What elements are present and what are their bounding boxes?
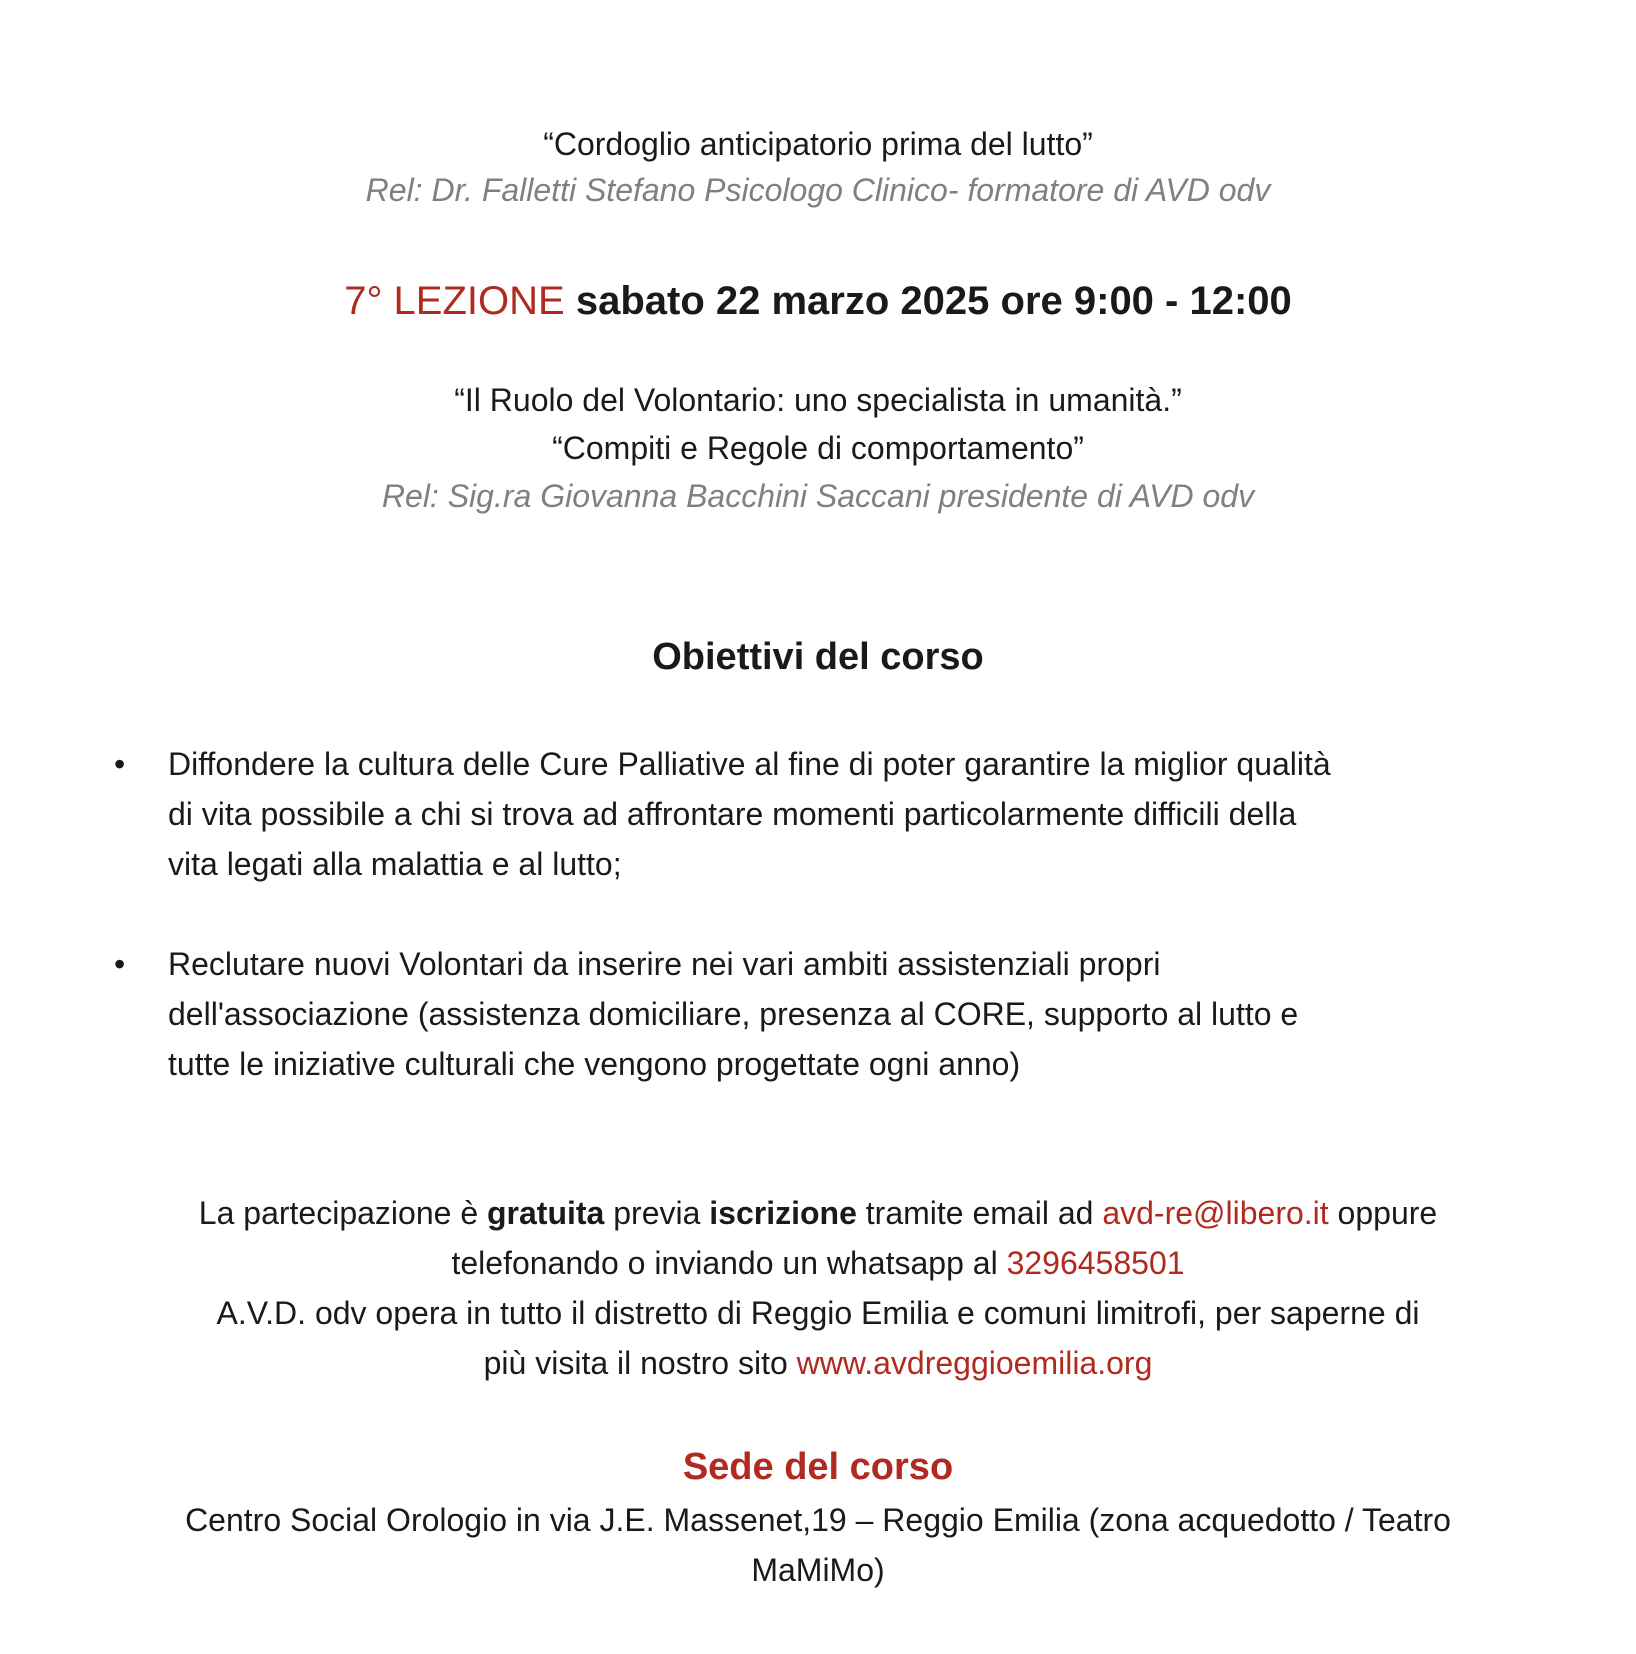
lesson7-label: 7° LEZIONE	[344, 279, 565, 323]
lesson7-date: sabato 22 marzo 2025 ore 9:00 - 12:00	[575, 279, 1292, 323]
objective-2-line3: tutte le iniziative culturali che vengono progettate ogni anno)	[168, 1046, 1021, 1082]
website-link[interactable]: www.avdreggioemilia.org	[796, 1345, 1153, 1381]
free-label: gratuita	[487, 1195, 605, 1231]
list-item	[110, 939, 1550, 1089]
registration-text: tramite email ad	[856, 1195, 1103, 1231]
lesson6-speaker: Rel: Dr. Falletti Stefano Psicologo Clinico- formatore di AVD odv	[365, 172, 1271, 208]
signup-label: iscrizione	[709, 1195, 857, 1231]
objectives-list	[110, 739, 1550, 1089]
lesson7-header	[0, 273, 1636, 329]
registration-line1	[0, 1188, 1636, 1238]
objectives-heading: Obiettivi del corso	[652, 636, 984, 678]
registration-line3: A.V.D. odv opera in tutto il distretto di Reggio Emilia e comuni limitrofi, per saperne di	[216, 1295, 1420, 1331]
venue-heading: Sede del corso	[682, 1446, 954, 1488]
objective-2-line2: dell'associazione (assistenza domiciliare, presenza al CORE, supporto al lutto e	[168, 996, 1299, 1032]
objective-2-line1: Reclutare nuovi Volontari da inserire nei vari ambiti assistenziali propri	[168, 946, 1161, 982]
registration-text: La partecipazione è	[198, 1195, 487, 1231]
venue-line1: Centro Social Orologio in via J.E. Massenet,19 – Reggio Emilia (zona acquedotto / Teatro	[185, 1502, 1451, 1538]
objective-1-line1: Diffondere la cultura delle Cure Palliative al fine di poter garantire la miglior qualità	[168, 746, 1331, 782]
bullet-icon: •	[114, 946, 126, 982]
phone-link[interactable]: 3296458501	[1006, 1245, 1185, 1281]
lesson7-speaker: Rel: Sig.ra Giovanna Bacchini Saccani presidente di AVD odv	[381, 478, 1255, 514]
objective-1-line2: di vita possibile a chi si trova ad affrontare momenti particolarmente difficili della	[168, 796, 1297, 832]
registration-line4	[0, 1338, 1636, 1388]
list-item	[110, 739, 1550, 889]
registration-text: telefonando o inviando un whatsapp al	[451, 1245, 1007, 1281]
lesson7-title-line1: “Il Ruolo del Volontario: uno specialista in umanità.”	[454, 382, 1182, 418]
venue-line2: MaMiMo)	[751, 1552, 885, 1588]
bullet-icon: •	[114, 746, 126, 782]
registration-text: previa	[604, 1195, 710, 1231]
registration-line2	[0, 1238, 1636, 1288]
objective-1-line3: vita legati alla malattia e al lutto;	[168, 846, 622, 882]
lesson7-title-line2: “Compiti e Regole di comportamento”	[552, 430, 1084, 466]
email-link[interactable]: avd-re@libero.it	[1102, 1195, 1329, 1231]
registration-text: oppure	[1328, 1195, 1438, 1231]
lesson6-title: “Cordoglio anticipatorio prima del lutto”	[543, 126, 1093, 162]
registration-text: più visita il nostro sito	[483, 1345, 797, 1381]
